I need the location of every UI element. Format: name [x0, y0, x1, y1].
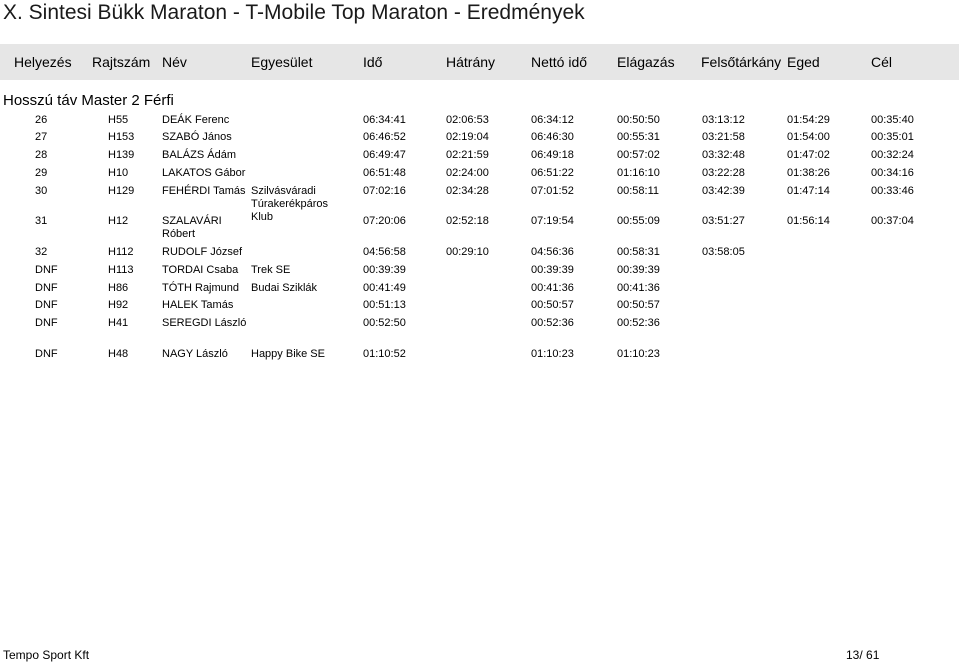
cell-finish: 00:32:24 [871, 149, 914, 161]
cell-finish: 00:34:16 [871, 167, 914, 179]
cell-time: 06:46:52 [363, 131, 406, 143]
cell-position: 29 [35, 167, 48, 179]
cell-split-elagazas: 00:55:31 [617, 131, 660, 143]
cell-split-felsotarkany: 03:13:12 [702, 114, 745, 126]
cell-bib: H55 [108, 114, 129, 126]
cell-club: Szilvásváradi Túrakerékpáros Klub [251, 185, 329, 223]
col-header-gap: Hátrány [446, 54, 496, 70]
col-header-finish: Cél [871, 54, 893, 70]
cell-time: 00:41:49 [363, 282, 406, 294]
cell-time: 06:49:47 [363, 149, 406, 161]
cell-net-time: 00:52:36 [531, 317, 574, 329]
cell-bib: H112 [108, 246, 134, 258]
cell-bib: H92 [108, 299, 129, 311]
cell-net-time: 06:34:12 [531, 114, 574, 126]
cell-name: BALÁZS Ádám [162, 149, 236, 161]
cell-split-felsotarkany: 03:42:39 [702, 185, 745, 197]
cell-split-eged: 01:47:14 [787, 185, 830, 197]
cell-split-elagazas: 00:50:57 [617, 299, 660, 311]
cell-gap: 02:34:28 [446, 185, 489, 197]
cell-net-time: 06:51:22 [531, 167, 574, 179]
cell-finish: 00:35:40 [871, 114, 914, 126]
cell-gap: 02:06:53 [446, 114, 489, 126]
cell-split-felsotarkany: 03:21:58 [702, 131, 745, 143]
cell-name: SEREGDI László [162, 317, 247, 329]
col-header-time: Idő [363, 54, 383, 70]
cell-net-time: 00:39:39 [531, 264, 574, 276]
cell-net-time: 01:10:23 [531, 348, 574, 360]
cell-position: DNF [35, 282, 58, 294]
cell-split-eged: 01:47:02 [787, 149, 830, 161]
cell-name: SZALAVÁRI Róbert [162, 215, 222, 240]
cell-split-felsotarkany: 03:58:05 [702, 246, 745, 258]
cell-club: Trek SE [251, 264, 291, 276]
cell-split-eged: 01:38:26 [787, 167, 830, 179]
cell-time: 07:02:16 [363, 185, 406, 197]
cell-bib: H153 [108, 131, 135, 143]
cell-position: 32 [35, 246, 48, 258]
cell-gap: 02:21:59 [446, 149, 489, 161]
cell-name: FEHÉRDI Tamás [162, 185, 246, 197]
cell-time: 00:51:13 [363, 299, 406, 311]
col-header-net-time: Nettó idő [531, 54, 588, 70]
col-header-split-felsotarkany: Felsőtárkány [701, 54, 782, 70]
table-header [0, 44, 959, 80]
cell-gap: 02:52:18 [446, 215, 489, 227]
cell-net-time: 07:19:54 [531, 215, 574, 227]
footer-page-number: 13/ 61 [846, 648, 880, 662]
cell-split-felsotarkany: 03:51:27 [702, 215, 745, 227]
cell-time: 00:39:39 [363, 264, 406, 276]
cell-net-time: 07:01:52 [531, 185, 574, 197]
cell-position: 27 [35, 131, 48, 143]
cell-club: Happy Bike SE [251, 348, 325, 360]
cell-position: DNF [35, 299, 58, 311]
cell-name: SZABÓ János [162, 131, 232, 143]
col-header-split-eged: Eged [787, 54, 820, 70]
cell-bib: H12 [108, 215, 129, 227]
cell-net-time: 00:41:36 [531, 282, 574, 294]
col-header-split-elagazas: Elágazás [617, 54, 675, 70]
cell-net-time: 00:50:57 [531, 299, 574, 311]
cell-split-eged: 01:54:00 [787, 131, 830, 143]
cell-time: 06:34:41 [363, 114, 406, 126]
cell-time: 00:52:50 [363, 317, 406, 329]
cell-position: DNF [35, 317, 58, 329]
cell-split-elagazas: 00:57:02 [617, 149, 660, 161]
cell-split-elagazas: 00:52:36 [617, 317, 660, 329]
cell-time: 04:56:58 [363, 246, 406, 258]
cell-position: 28 [35, 149, 48, 161]
cell-split-felsotarkany: 03:32:48 [702, 149, 745, 161]
col-header-position: Helyezés [14, 54, 72, 70]
cell-bib: H10 [108, 167, 129, 179]
cell-gap: 02:19:04 [446, 131, 489, 143]
cell-time: 01:10:52 [363, 348, 406, 360]
cell-gap: 02:24:00 [446, 167, 489, 179]
cell-position: 30 [35, 185, 48, 197]
cell-split-eged: 01:54:29 [787, 114, 830, 126]
col-header-bib: Rajtszám [92, 54, 151, 70]
cell-time: 07:20:06 [363, 215, 406, 227]
cell-split-elagazas: 01:16:10 [617, 167, 660, 179]
cell-position: DNF [35, 348, 58, 360]
cell-time: 06:51:48 [363, 167, 406, 179]
section-title: Hosszú táv Master 2 Férfi [3, 92, 174, 109]
cell-name: NAGY László [162, 348, 228, 360]
cell-bib: H139 [108, 149, 135, 161]
cell-bib: H113 [108, 264, 134, 276]
cell-bib: H48 [108, 348, 129, 360]
col-header-club: Egyesület [251, 54, 313, 70]
cell-club: Budai Sziklák [251, 282, 318, 294]
cell-position: DNF [35, 264, 58, 276]
cell-finish: 00:37:04 [871, 215, 914, 227]
cell-split-elagazas: 00:41:36 [617, 282, 660, 294]
cell-name: HALEK Tamás [162, 299, 234, 311]
cell-bib: H129 [108, 185, 135, 197]
col-header-name: Név [162, 54, 187, 70]
cell-name: LAKATOS Gábor [162, 167, 246, 179]
cell-net-time: 04:56:36 [531, 246, 574, 258]
cell-split-elagazas: 00:58:11 [617, 185, 660, 197]
cell-net-time: 06:49:18 [531, 149, 574, 161]
page-title: X. Sintesi Bükk Maraton - T-Mobile Top Maraton - Eredmények [3, 1, 585, 24]
cell-position: 31 [35, 215, 48, 227]
cell-split-elagazas: 00:50:50 [617, 114, 660, 126]
cell-bib: H41 [108, 317, 129, 329]
cell-split-elagazas: 00:58:31 [617, 246, 660, 258]
cell-name: RUDOLF József [162, 246, 243, 258]
cell-split-elagazas: 01:10:23 [617, 348, 660, 360]
cell-split-eged: 01:56:14 [787, 215, 830, 227]
cell-split-elagazas: 00:39:39 [617, 264, 660, 276]
cell-split-elagazas: 00:55:09 [617, 215, 660, 227]
cell-net-time: 06:46:30 [531, 131, 574, 143]
cell-finish: 00:33:46 [871, 185, 914, 197]
footer-company: Tempo Sport Kft [3, 648, 90, 662]
cell-split-felsotarkany: 03:22:28 [702, 167, 745, 179]
cell-bib: H86 [108, 282, 129, 294]
cell-name: DEÁK Ferenc [162, 114, 230, 126]
cell-gap: 00:29:10 [446, 246, 489, 258]
cell-finish: 00:35:01 [871, 131, 914, 143]
cell-name: TORDAI Csaba [162, 264, 239, 276]
cell-position: 26 [35, 114, 48, 126]
cell-name: TÓTH Rajmund [162, 282, 240, 294]
